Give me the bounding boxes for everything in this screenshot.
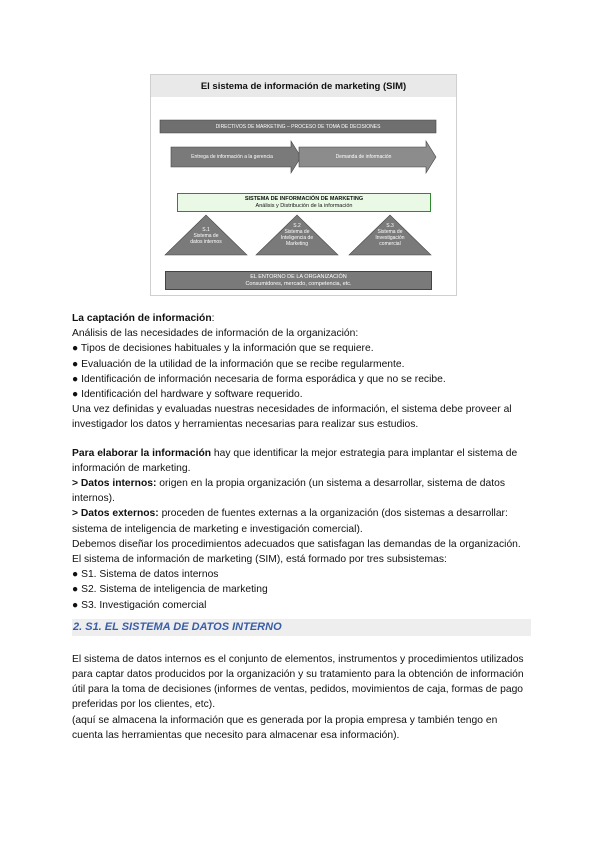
captacion-bullet: ● Identificación del hardware y software requerido. <box>72 389 303 401</box>
captacion-intro: Análisis de las necesidades de información de la organización: <box>72 328 359 340</box>
datos-externos-label: > Datos externos: <box>72 508 159 520</box>
s2-label <box>272 223 322 247</box>
elaborar-lead-rest: hay que identificar la mejor estrategia para implantar el sistema de información de marketing. <box>72 447 518 474</box>
captacion-closing: Una vez definidas y evaluadas nuestras necesidades de información, el sistema debe proveer al investigador los datos y herramientas necesarias para realizar sus estudios. <box>72 404 512 431</box>
s2-line: Inteligencia de <box>280 235 314 241</box>
captacion-bullet: ● Tipos de decisiones habituales y la información que se requiere. <box>72 343 374 355</box>
s3-label <box>365 223 415 247</box>
environment-title: EL ENTORNO DE LA ORGANIZACIÓN <box>250 274 347 280</box>
sim-bar-title: SISTEMA DE INFORMACIÓN DE MARKETING <box>244 196 364 202</box>
sim-bar <box>177 193 431 212</box>
captacion-title: La captación de información <box>72 313 212 324</box>
captacion-bullet: ● Identificación de información necesaria de forma esporádica y que no se recibe. <box>72 373 446 385</box>
subsystem-bullet: ● S3. Investigación comercial <box>72 599 207 611</box>
datos-internos-text: origen en la propia organización (un sistema a desarrollar, sistema de datos internos). <box>72 478 505 505</box>
document-body <box>72 311 530 743</box>
elaborar-paragraph <box>72 446 530 476</box>
s3-line: Investigación <box>375 235 405 241</box>
s1-line: datos internos <box>190 239 222 245</box>
diagram-shapes <box>151 75 456 295</box>
environment-subtitle: Consumidores, mercado, competencia, etc. <box>245 280 352 287</box>
s2-line: Marketing <box>286 241 308 247</box>
subsystem-bullet: ● S1. Sistema de datos internos <box>72 569 219 581</box>
captacion-bullet: ● Evaluación de la utilidad de la información que se recibe regularmente. <box>72 358 405 370</box>
environment-box <box>165 271 432 290</box>
captacion-title-line <box>72 311 530 326</box>
s1-label <box>181 227 231 245</box>
captacion-colon: : <box>211 313 215 324</box>
s1-line: Sistema de <box>193 233 219 239</box>
right-arrow-label: Demanda de información <box>335 154 392 160</box>
spacer <box>72 433 530 446</box>
left-arrow-label: Entrega de información a la gerencia <box>191 154 273 160</box>
s1-line: S.1 <box>202 227 210 233</box>
section-heading: 2. S1. EL SISTEMA DE DATOS INTERNO <box>72 619 531 636</box>
s3-line: S.3 <box>386 223 394 229</box>
datos-internos <box>72 476 530 506</box>
s3-line: comercial <box>379 241 401 247</box>
diagram-title: El sistema de información de marketing (SIM) <box>151 75 456 97</box>
sim-bar-subtitle: Análisis y Distribución de la información <box>255 202 353 209</box>
elaborar-para: Debemos diseñar los procedimientos adecuados que satisfagan las demandas de la organización. El sistema de información de marketing (SIM), está formado por tres subsistemas: <box>72 538 521 566</box>
subsystem-bullet: ● S2. Sistema de inteligencia de marketing <box>72 584 268 596</box>
section2-para1: El sistema de datos internos es el conjunto de elementos, instrumentos y procedimientos utilizados para captar datos producidos por la organización y su tratamiento para la obtención de información útil para la toma de decisiones (informes de ventas, pedidos, movimientos de caja, formas de pago preferidas por los clientes, etc). <box>72 653 524 711</box>
datos-externos-text: proceden de fuentes externas a la organización (dos sistemas a desarrollar: sistema de inteligencia de marketing e investigación comercial). <box>72 508 508 535</box>
section2-para2: (aquí se almacena la información que es generada por la propia empresa y también tengo en cuenta las herramientas que necesito para almacenar esa información). <box>72 714 498 741</box>
s2-line: Sistema de <box>284 229 310 235</box>
sim-diagram <box>150 74 457 296</box>
datos-externos <box>72 506 530 536</box>
datos-internos-label: > Datos internos: <box>72 478 157 490</box>
s3-line: Sistema de <box>377 229 403 235</box>
top-banner-label: DIRECTIVOS DE MARKETING – PROCESO DE TOMA DE DECISIONES <box>215 124 381 130</box>
elaborar-lead: Para elaborar la información <box>72 447 212 459</box>
s2-line: S.2 <box>293 223 301 229</box>
